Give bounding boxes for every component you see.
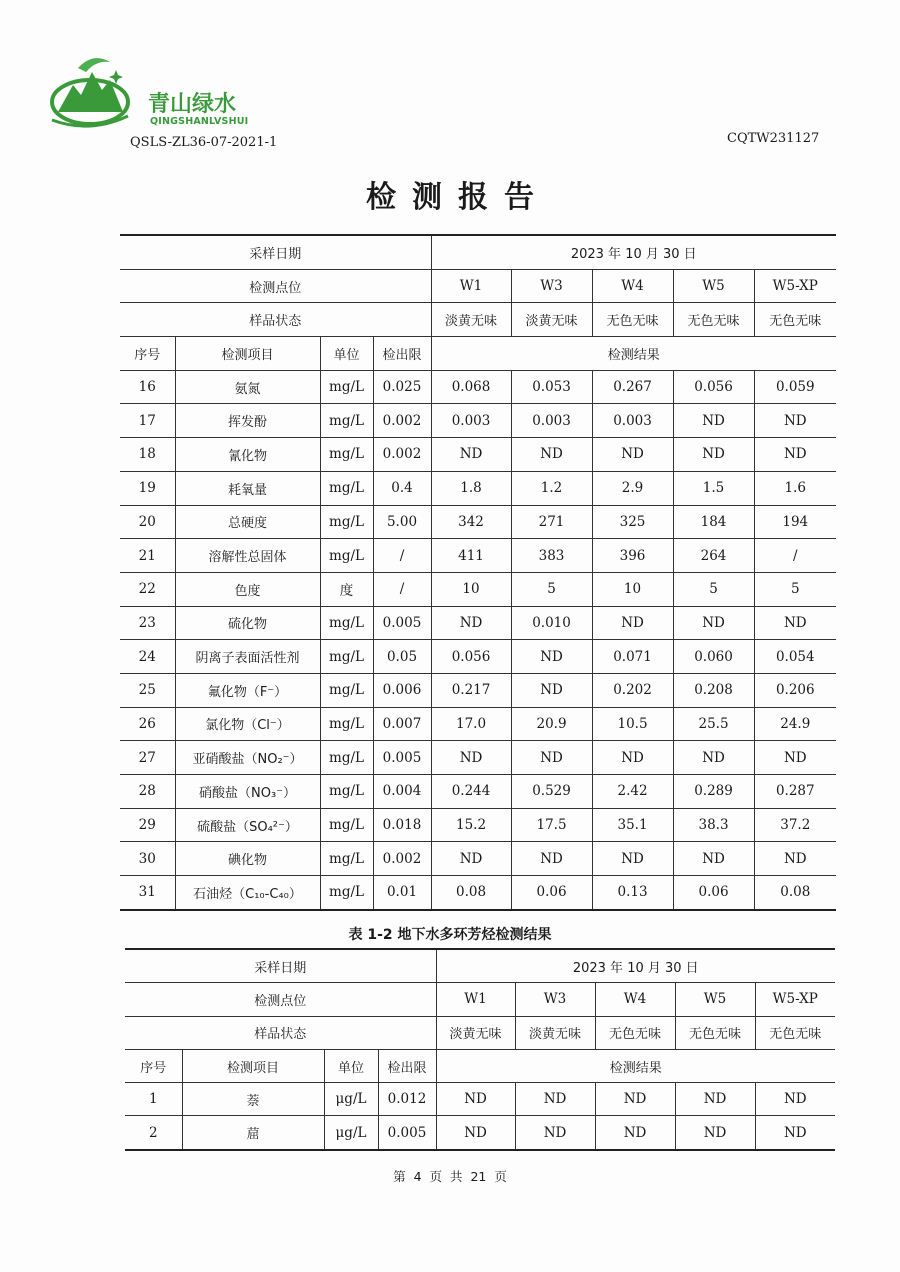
result-cell: 0.06 bbox=[511, 876, 592, 910]
result-cell: ND bbox=[431, 606, 511, 640]
result-cell: 0.202 bbox=[592, 673, 673, 707]
row-no: 28 bbox=[120, 775, 175, 809]
table-row bbox=[120, 673, 836, 707]
row-no: 31 bbox=[120, 876, 175, 910]
result-cell: 0.054 bbox=[754, 640, 836, 674]
result-cell: ND bbox=[595, 1116, 675, 1150]
row-limit: 0.006 bbox=[373, 673, 431, 707]
sampling-date-label: 采样日期 bbox=[120, 235, 431, 269]
point-cell: W3 bbox=[511, 269, 592, 303]
result-cell: ND bbox=[673, 606, 754, 640]
row-limit: / bbox=[373, 572, 431, 606]
point-cell: W5 bbox=[673, 269, 754, 303]
row-unit: mg/L bbox=[320, 505, 373, 539]
result-cell: ND bbox=[511, 438, 592, 472]
row-unit: mg/L bbox=[320, 404, 373, 438]
table-row bbox=[120, 370, 836, 404]
result-cell: ND bbox=[436, 1083, 515, 1116]
row-limit: 0.004 bbox=[373, 775, 431, 809]
result-cell: 0.056 bbox=[673, 370, 754, 404]
result-cell: 0.003 bbox=[431, 404, 511, 438]
row-unit: mg/L bbox=[320, 370, 373, 404]
row-limit: 0.012 bbox=[378, 1083, 436, 1116]
result-cell: 10 bbox=[431, 572, 511, 606]
row-no: 25 bbox=[120, 673, 175, 707]
result-cell: 0.010 bbox=[511, 606, 592, 640]
state-cell: 无色无味 bbox=[754, 303, 836, 337]
table-row bbox=[125, 1083, 835, 1116]
point-cell: W4 bbox=[592, 269, 673, 303]
result-cell: 0.068 bbox=[431, 370, 511, 404]
row-limit: 0.005 bbox=[378, 1116, 436, 1150]
result-cell: ND bbox=[511, 842, 592, 876]
row-item: 硫酸盐（SO₄²⁻） bbox=[175, 808, 320, 842]
points-row bbox=[120, 269, 836, 303]
header-unit: 单位 bbox=[320, 337, 373, 371]
points-row bbox=[125, 983, 835, 1016]
result-cell: ND bbox=[431, 741, 511, 775]
result-cell: ND bbox=[754, 741, 836, 775]
result-cell: 25.5 bbox=[673, 707, 754, 741]
row-item: 氰化物 bbox=[175, 438, 320, 472]
result-cell: 0.289 bbox=[673, 775, 754, 809]
row-limit: 0.002 bbox=[373, 438, 431, 472]
row-item: 石油烃（C₁₀-C₄₀） bbox=[175, 876, 320, 910]
row-limit: 5.00 bbox=[373, 505, 431, 539]
result-cell: 383 bbox=[511, 539, 592, 573]
row-item: 溶解性总固体 bbox=[175, 539, 320, 573]
result-cell: 0.060 bbox=[673, 640, 754, 674]
result-cell: 1.5 bbox=[673, 471, 754, 505]
row-limit: 0.005 bbox=[373, 741, 431, 775]
result-cell: ND bbox=[436, 1116, 515, 1150]
row-unit: mg/L bbox=[320, 640, 373, 674]
table-1-body bbox=[120, 370, 836, 910]
table-row bbox=[125, 1116, 835, 1150]
logo-chinese-text: 青山绿水 bbox=[148, 92, 237, 117]
result-cell: 184 bbox=[673, 505, 754, 539]
result-cell: ND bbox=[592, 606, 673, 640]
row-unit: mg/L bbox=[320, 842, 373, 876]
header-item: 检测项目 bbox=[175, 337, 320, 371]
result-cell: ND bbox=[592, 438, 673, 472]
result-cell: ND bbox=[675, 1116, 755, 1150]
row-no: 1 bbox=[125, 1083, 182, 1116]
sampling-date-label: 采样日期 bbox=[125, 949, 436, 983]
result-cell: ND bbox=[511, 741, 592, 775]
state-row bbox=[125, 1016, 835, 1049]
state-cell: 无色无味 bbox=[755, 1016, 835, 1049]
result-cell: 0.244 bbox=[431, 775, 511, 809]
result-cell: 2.42 bbox=[592, 775, 673, 809]
sampling-date-value: 2023 年 10 月 30 日 bbox=[436, 949, 835, 983]
row-item: 氯化物（Cl⁻） bbox=[175, 707, 320, 741]
row-item: 碘化物 bbox=[175, 842, 320, 876]
row-no: 26 bbox=[120, 707, 175, 741]
table-row bbox=[120, 438, 836, 472]
row-limit: 0.01 bbox=[373, 876, 431, 910]
result-cell: 0.059 bbox=[754, 370, 836, 404]
row-no: 23 bbox=[120, 606, 175, 640]
page-footer: 第 4 页 共 21 页 bbox=[393, 1169, 507, 1184]
row-limit: 0.005 bbox=[373, 606, 431, 640]
table-row bbox=[120, 707, 836, 741]
result-cell: 342 bbox=[431, 505, 511, 539]
state-cell: 无色无味 bbox=[595, 1016, 675, 1049]
row-unit: mg/L bbox=[320, 438, 373, 472]
row-unit: mg/L bbox=[320, 808, 373, 842]
result-cell: 194 bbox=[754, 505, 836, 539]
point-cell: W5-XP bbox=[754, 269, 836, 303]
result-cell: 0.003 bbox=[511, 404, 592, 438]
result-cell: 20.9 bbox=[511, 707, 592, 741]
table-row bbox=[120, 876, 836, 910]
point-cell: W5-XP bbox=[755, 983, 835, 1016]
row-unit: mg/L bbox=[320, 606, 373, 640]
header-no: 序号 bbox=[125, 1049, 182, 1082]
result-cell: 264 bbox=[673, 539, 754, 573]
table-row bbox=[120, 775, 836, 809]
header-no: 序号 bbox=[120, 337, 175, 371]
row-item: 色度 bbox=[175, 572, 320, 606]
sampling-date-row bbox=[120, 235, 836, 269]
result-cell: ND bbox=[755, 1116, 835, 1150]
result-cell: ND bbox=[673, 404, 754, 438]
row-no: 2 bbox=[125, 1116, 182, 1150]
table-row bbox=[120, 505, 836, 539]
result-cell: ND bbox=[755, 1083, 835, 1116]
point-cell: W4 bbox=[595, 983, 675, 1016]
result-cell: 0.217 bbox=[431, 673, 511, 707]
result-cell: ND bbox=[511, 640, 592, 674]
result-cell: ND bbox=[595, 1083, 675, 1116]
report-number: CQTW231127 bbox=[727, 131, 820, 146]
table-row bbox=[120, 539, 836, 573]
point-cell: W5 bbox=[675, 983, 755, 1016]
table-2-caption: 表 1-2 地下水多环芳烃检测结果 bbox=[348, 927, 552, 943]
point-cell: W3 bbox=[515, 983, 595, 1016]
table-row bbox=[120, 404, 836, 438]
state-cell: 无色无味 bbox=[673, 303, 754, 337]
result-cell: ND bbox=[675, 1083, 755, 1116]
row-item: 亚硝酸盐（NO₂⁻） bbox=[175, 741, 320, 775]
header-row bbox=[120, 337, 836, 371]
row-unit: μg/L bbox=[324, 1116, 378, 1150]
result-cell: 0.267 bbox=[592, 370, 673, 404]
result-cell: ND bbox=[592, 842, 673, 876]
result-cell: 1.6 bbox=[754, 471, 836, 505]
results-table-2 bbox=[125, 948, 835, 1151]
result-cell: 0.529 bbox=[511, 775, 592, 809]
row-item: 耗氧量 bbox=[175, 471, 320, 505]
table-row bbox=[120, 741, 836, 775]
point-cell: W1 bbox=[431, 269, 511, 303]
result-cell: 35.1 bbox=[592, 808, 673, 842]
row-unit: mg/L bbox=[320, 673, 373, 707]
row-unit: mg/L bbox=[320, 539, 373, 573]
result-cell: 0.003 bbox=[592, 404, 673, 438]
result-cell: ND bbox=[673, 438, 754, 472]
result-cell: 1.2 bbox=[511, 471, 592, 505]
row-no: 29 bbox=[120, 808, 175, 842]
result-cell: 37.2 bbox=[754, 808, 836, 842]
row-unit: mg/L bbox=[320, 775, 373, 809]
row-limit: 0.018 bbox=[373, 808, 431, 842]
result-cell: ND bbox=[754, 842, 836, 876]
results-table-1 bbox=[120, 234, 836, 911]
row-unit: 度 bbox=[320, 572, 373, 606]
row-no: 18 bbox=[120, 438, 175, 472]
point-cell: W1 bbox=[436, 983, 515, 1016]
header-item: 检测项目 bbox=[182, 1049, 324, 1082]
state-cell: 淡黄无味 bbox=[436, 1016, 515, 1049]
header-limit: 检出限 bbox=[373, 337, 431, 371]
result-cell: 17.0 bbox=[431, 707, 511, 741]
point-label: 检测点位 bbox=[120, 269, 431, 303]
state-row bbox=[120, 303, 836, 337]
row-item: 䓛 bbox=[182, 1116, 324, 1150]
row-unit: μg/L bbox=[324, 1083, 378, 1116]
result-cell: 0.13 bbox=[592, 876, 673, 910]
row-unit: mg/L bbox=[320, 741, 373, 775]
result-cell: 0.08 bbox=[431, 876, 511, 910]
row-limit: 0.4 bbox=[373, 471, 431, 505]
row-limit: / bbox=[373, 539, 431, 573]
row-no: 27 bbox=[120, 741, 175, 775]
row-no: 17 bbox=[120, 404, 175, 438]
header-limit: 检出限 bbox=[378, 1049, 436, 1082]
result-cell: 17.5 bbox=[511, 808, 592, 842]
row-item: 氨氮 bbox=[175, 370, 320, 404]
row-item: 萘 bbox=[182, 1083, 324, 1116]
result-cell: / bbox=[754, 539, 836, 573]
header-result: 检测结果 bbox=[431, 337, 836, 371]
result-cell: 0.287 bbox=[754, 775, 836, 809]
header-unit: 单位 bbox=[324, 1049, 378, 1082]
row-unit: mg/L bbox=[320, 471, 373, 505]
result-cell: 0.208 bbox=[673, 673, 754, 707]
row-item: 阴离子表面活性剂 bbox=[175, 640, 320, 674]
row-no: 22 bbox=[120, 572, 175, 606]
table-row bbox=[120, 471, 836, 505]
result-cell: ND bbox=[673, 842, 754, 876]
header-row bbox=[125, 1049, 835, 1082]
row-no: 16 bbox=[120, 370, 175, 404]
result-cell: 38.3 bbox=[673, 808, 754, 842]
result-cell: 325 bbox=[592, 505, 673, 539]
row-limit: 0.002 bbox=[373, 404, 431, 438]
result-cell: 24.9 bbox=[754, 707, 836, 741]
table-row bbox=[120, 606, 836, 640]
result-cell: 10.5 bbox=[592, 707, 673, 741]
row-no: 21 bbox=[120, 539, 175, 573]
row-unit: mg/L bbox=[320, 876, 373, 910]
sampling-date-row bbox=[125, 949, 835, 983]
result-cell: ND bbox=[515, 1083, 595, 1116]
result-cell: 10 bbox=[592, 572, 673, 606]
row-no: 30 bbox=[120, 842, 175, 876]
state-cell: 淡黄无味 bbox=[431, 303, 511, 337]
result-cell: 0.056 bbox=[431, 640, 511, 674]
row-no: 20 bbox=[120, 505, 175, 539]
row-item: 氟化物（F⁻） bbox=[175, 673, 320, 707]
result-cell: ND bbox=[431, 438, 511, 472]
result-cell: 5 bbox=[511, 572, 592, 606]
row-no: 19 bbox=[120, 471, 175, 505]
row-item: 硝酸盐（NO₃⁻） bbox=[175, 775, 320, 809]
state-label: 样品状态 bbox=[125, 1016, 436, 1049]
state-cell: 淡黄无味 bbox=[515, 1016, 595, 1049]
row-no: 24 bbox=[120, 640, 175, 674]
state-label: 样品状态 bbox=[120, 303, 431, 337]
table-row bbox=[120, 640, 836, 674]
page-title: 检测报告 bbox=[366, 180, 550, 215]
row-item: 硫化物 bbox=[175, 606, 320, 640]
result-cell: 0.206 bbox=[754, 673, 836, 707]
state-cell: 淡黄无味 bbox=[511, 303, 592, 337]
result-cell: 0.053 bbox=[511, 370, 592, 404]
row-limit: 0.05 bbox=[373, 640, 431, 674]
result-cell: 5 bbox=[754, 572, 836, 606]
state-cell: 无色无味 bbox=[592, 303, 673, 337]
header-result: 检测结果 bbox=[436, 1049, 835, 1082]
row-unit: mg/L bbox=[320, 707, 373, 741]
result-cell: 271 bbox=[511, 505, 592, 539]
result-cell: ND bbox=[511, 673, 592, 707]
result-cell: 0.06 bbox=[673, 876, 754, 910]
point-label: 检测点位 bbox=[125, 983, 436, 1016]
result-cell: ND bbox=[515, 1116, 595, 1150]
sampling-date-value: 2023 年 10 月 30 日 bbox=[431, 235, 836, 269]
logo-english-text: QINGSHANLVSHUI bbox=[150, 116, 249, 127]
result-cell: 5 bbox=[673, 572, 754, 606]
state-cell: 无色无味 bbox=[675, 1016, 755, 1049]
result-cell: ND bbox=[754, 404, 836, 438]
table-row bbox=[120, 842, 836, 876]
result-cell: 2.9 bbox=[592, 471, 673, 505]
result-cell: 411 bbox=[431, 539, 511, 573]
table-row bbox=[120, 572, 836, 606]
result-cell: ND bbox=[754, 606, 836, 640]
row-item: 挥发酚 bbox=[175, 404, 320, 438]
row-item: 总硬度 bbox=[175, 505, 320, 539]
result-cell: 1.8 bbox=[431, 471, 511, 505]
row-limit: 0.007 bbox=[373, 707, 431, 741]
result-cell: 15.2 bbox=[431, 808, 511, 842]
result-cell: 0.08 bbox=[754, 876, 836, 910]
result-cell: ND bbox=[754, 438, 836, 472]
result-cell: ND bbox=[592, 741, 673, 775]
result-cell: ND bbox=[431, 842, 511, 876]
result-cell: 0.071 bbox=[592, 640, 673, 674]
row-limit: 0.002 bbox=[373, 842, 431, 876]
result-cell: ND bbox=[673, 741, 754, 775]
result-cell: 396 bbox=[592, 539, 673, 573]
table-2-body bbox=[125, 1083, 835, 1150]
table-row bbox=[120, 808, 836, 842]
row-limit: 0.025 bbox=[373, 370, 431, 404]
document-code: QSLS-ZL36-07-2021-1 bbox=[130, 135, 278, 150]
